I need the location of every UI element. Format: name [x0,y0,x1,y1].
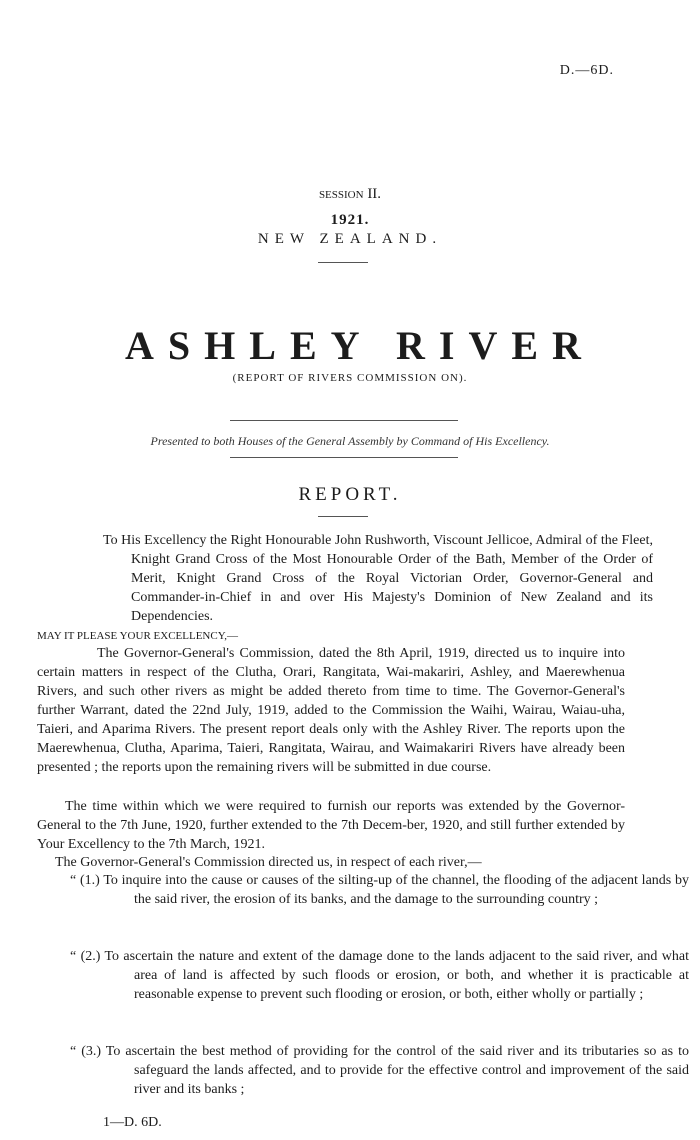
session-year: 1921. [330,212,370,228]
presented-line: Presented to both Houses of the General Assembly by Command of His Excellency. [150,434,550,448]
page-reference: D.—6D. [559,63,614,78]
session-line [0,186,700,203]
session-label: SESSION [318,189,364,201]
salutation-text: MAY IT PLEASE YOUR EXCELLENCY,— [37,630,238,642]
masthead-rule [318,262,368,263]
report-rule [318,516,368,517]
country-name: NEW ZEALAND. [257,231,443,247]
presented-rule-bottom [230,457,458,458]
paragraph-time-extension: The time within which we were required to furnish our reports was extended by the Governor-General to the 7th June, 1920, further extended to the 7th Decem-ber, 1920, and still further extended by Your Excellency to the 7th March, 1921. [37,799,625,852]
document-title: ASHLEY RIVER [125,323,595,368]
salutation [37,626,625,646]
paragraph-directions: The Governor-General's Commission directed us, in respect of each river,— [55,855,482,870]
report-heading: REPORT. [298,484,402,505]
presented-rule-top [230,420,458,421]
paragraph-commission: The Governor-General's Commission, dated the 8th April, 1919, directed us to inquire into certain matters in respect of the Clutha, Orari, Rangitata, Wai-makariri, Ashley, and Maerewhenua Rivers, and such other rivers as might be added thereto from time to time. The Governor-General's further Warrant, dated the 22nd July, 1919, added to the Commission the Waihi, Wairau, Waiau-uha, Taieri, and Aparima Rivers. The present report deals only with the Ashley River. The reports upon the Maerewhenua, Clutha, Aparima, Taieri, Rangitata, Wairau, and Waimakariri Rivers have already been presented ; the reports upon the remaining rivers will be submitted in due course. [37,646,625,775]
session-number: II. [367,186,382,202]
address-paragraph: To His Excellency the Right Honourable John Rushworth, Viscount Jellicoe, Admiral of the Fleet, Knight Grand Cross of the Most Honourable Order of the Bath, Member of the Order of Merit, Knight Grand Cross of the Royal Victorian Order, Governor-General and Commander-in-Chief in and over His Majesty's Dominion of New Zealand and its Dependencies. [103,533,653,624]
page-signature: 1—D. 6D. [103,1115,162,1130]
document-subtitle: (REPORT OF RIVERS COMMISSION ON). [232,372,468,384]
direction-item-1: “ (1.) To inquire into the cause or causes of the silting-up of the channel, the flooding of the adjacent lands by the said river, the erosion of its banks, and the damage to the surrounding country ; [70,873,689,907]
direction-item-3: “ (3.) To ascertain the best method of providing for the control of the said river and its tributaries so as to safeguard the lands affected, and to provide for the effective control and improvement of the said river and its banks ; [70,1044,689,1097]
direction-item-2: “ (2.) To ascertain the nature and extent of the damage done to the lands adjacent to the said river, and what area of land is affected by such floods or erosion, or both, and whether it is practicable at reasonable expense to prevent such flooding or erosion, or both, either wholly or partially ; [70,949,689,1002]
